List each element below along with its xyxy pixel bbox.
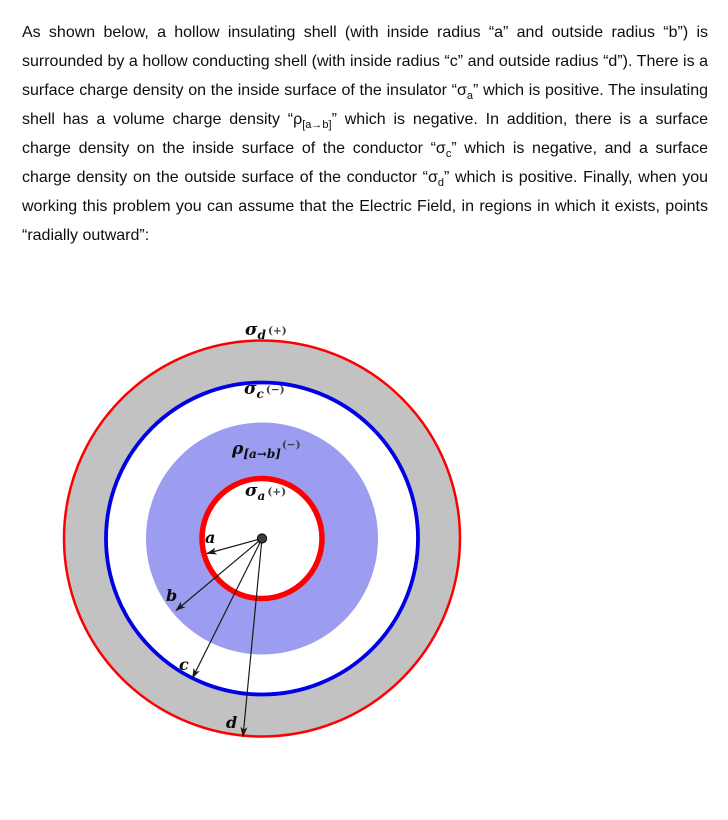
center-dot — [257, 534, 266, 543]
sigma-d-label: $\sigma_d$ (+) — [245, 320, 287, 342]
subscript-text: d — [437, 177, 444, 190]
rho-ab-label: $\rho_{[a\to b]}^{(-)}$ — [232, 439, 301, 461]
sigma-c-label: $\sigma_c$ (−) — [244, 379, 285, 401]
body-text: As shown below, a hollow insulating shell (with inside radius “a” and outside radius “b”) is surrounded by a hollow conducting shell (with inside radius “c” and outside radius “d”). There is a surface charge density on the inside surface of the insulator “σ — [22, 24, 708, 99]
radius-label-a: a — [205, 528, 216, 547]
body-text: ” which is negative, and a surface charge density on the outside surface of the conductor “σ — [22, 140, 708, 186]
subscript-text: c — [445, 148, 452, 161]
problem-statement — [22, 18, 708, 250]
radius-label-c: c — [179, 655, 189, 674]
body-text: ” which is positive. The insulating shell has a volume charge density “ρ — [22, 82, 708, 128]
subscript-text: [a→b] — [302, 119, 332, 132]
body-text: ” which is positive. Finally, when you working this problem you can assume that the Electric Field, in regions in which it exists, points “radially outward”: — [22, 169, 709, 244]
shells-diagram — [0, 300, 728, 820]
body-text: ” which is negative. In addition, there is a surface charge density on the inside surface of the conductor “σ — [22, 111, 708, 157]
subscript-text: a — [466, 90, 474, 103]
radius-label-b: b — [166, 586, 178, 605]
radius-label-d: d — [226, 713, 238, 732]
sigma-a-label: $\sigma_a$ (+) — [245, 481, 287, 503]
